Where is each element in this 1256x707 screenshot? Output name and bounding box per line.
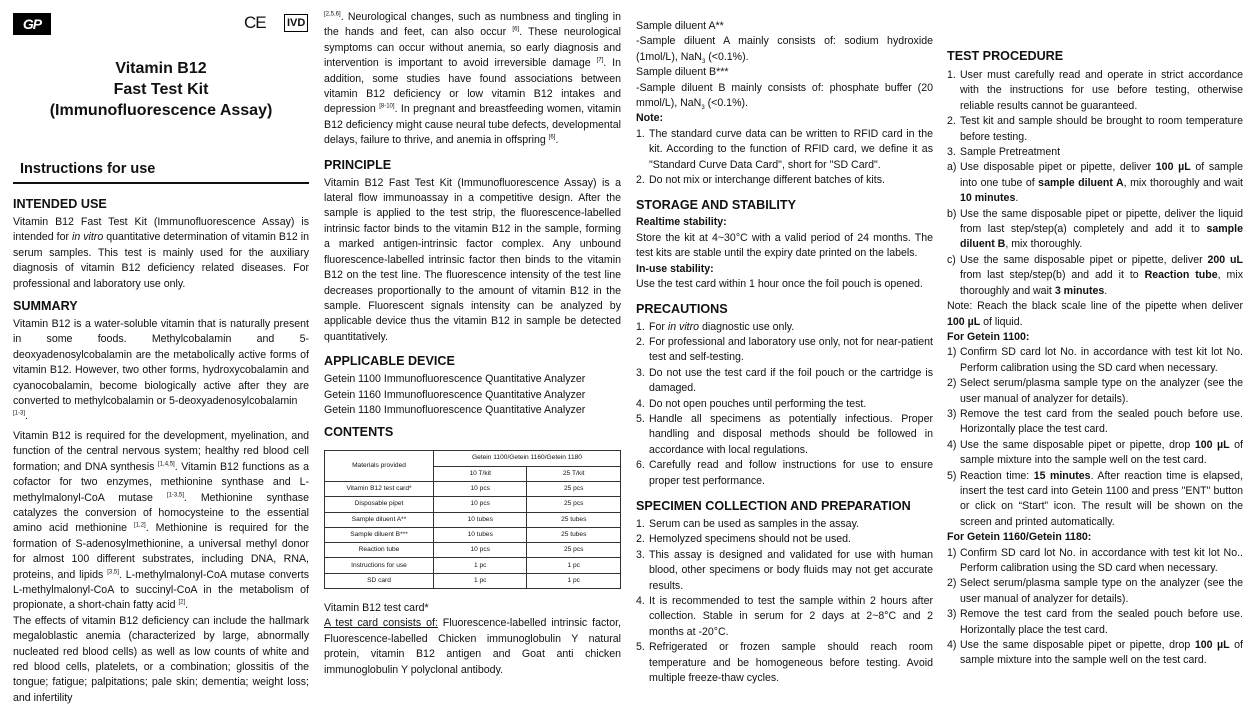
table-cell: Sample diluent A** — [325, 512, 434, 527]
list-text: User must carefully read and operate in strict accordance with the instructions for use before testing, otherwise reliable results cannot be guaranteed. — [960, 69, 1243, 112]
list-text: Do not mix or interchange different batches of kits. — [649, 174, 885, 187]
table-cell: 25 pcs — [527, 543, 621, 558]
specimen-heading: SPECIMEN COLLECTION AND PREPARATION — [636, 498, 911, 513]
list-number: 1) — [947, 546, 957, 559]
summary-paragraph-2 — [13, 429, 309, 614]
text-bold: 100 µL — [1194, 438, 1230, 451]
list-text: Sample Pretreatment — [960, 146, 1061, 159]
list-number: 5. — [636, 412, 645, 425]
list-text: Do not use the test card if the foil pouch or the cartridge is damaged. — [649, 366, 933, 395]
list-number: 4) — [947, 438, 957, 451]
text-bold: sample diluent B — [960, 223, 1243, 251]
procedure-item — [947, 68, 1243, 114]
note-item — [636, 173, 933, 188]
text: Vitamin B12 is required for the development, myelination, and function of the central nervous system; healthy red blood cell formation; and DNA synthesis — [13, 429, 309, 473]
list-text: Confirm SD card lot No. in accordance with test kit lot No.. Perform calibration using the SD card when necessary. — [960, 546, 1243, 574]
list-number: 4) — [947, 639, 957, 652]
list-number: a) — [947, 161, 957, 174]
text: Note: Reach the black scale line of the pipette when deliver — [947, 300, 1243, 313]
list-number: 3) — [947, 407, 957, 420]
inuse-stability-label: In-use stability: — [636, 262, 714, 275]
contents-heading: CONTENTS — [324, 425, 394, 440]
getein-1160-step — [947, 607, 1243, 638]
specimen-item — [636, 517, 933, 532]
text: Reaction time: — [960, 469, 1034, 482]
table-cell: 1 pc — [434, 573, 527, 588]
precautions-heading: PRECAUTIONS — [636, 301, 728, 316]
table-cell: 25 tubes — [527, 512, 621, 527]
list-text: Test kit and sample should be brought to room temperature before testing. — [960, 115, 1243, 143]
getein-1160-step — [947, 576, 1243, 607]
list-number: 3. — [636, 548, 645, 561]
text: . In pregnant and breastfeeding women, vitamin B12 deficiency might cause neural tube defects, developmental delays, failure to thrive, and anemia in offspring — [324, 103, 621, 147]
table-header-row — [325, 451, 621, 466]
text: Use the same disposable pipet or pipette, drop — [960, 639, 1195, 652]
text: , mix thoroughly and wait — [960, 269, 1243, 297]
table-cell: Vitamin B12 test card* — [325, 481, 434, 496]
text-bold: sample diluent A — [1038, 176, 1124, 189]
text: . After reaction time is elapsed, insert the test card into Getein 1100 and press "ENT" button or click on “Start” icon. The result will be shown on the screen and printed automatically. — [960, 469, 1243, 528]
table-cell: 10 pcs — [434, 543, 527, 558]
citation: [6] — [512, 26, 520, 33]
table-cell: 25 tubes — [527, 527, 621, 542]
getein-1100-step — [947, 469, 1243, 531]
principle-text: Vitamin B12 Fast Test Kit (Immunofluorescence Assay) is a lateral flow immunoassay in a competitive design. After the sample is applied to the test strip, the fluorescence-labelled intrinsic factor binds to the vitamin B12 in the sample, forming a marked antigen-intrinsic factor complex. Any unbound fluorescence-labelled intrinsic factor then binds to the vitamin B12 on the test line. The fluorescence intensity of the test line decreases proportionally to the amount of vitamin B12 in the sample. Fluorescent signals intensity can be analyzed by applicable device thus the vitamin B12 in sample be detected quantitatively. — [324, 176, 621, 343]
table-cell: Reaction tube — [325, 543, 434, 558]
storage-heading: STORAGE AND STABILITY — [636, 198, 796, 213]
text-italic: in vitro — [71, 231, 104, 244]
getein-1100-heading: For Getein 1100: — [947, 330, 1030, 343]
text: of sample mixture into the sample well on the test card. — [960, 639, 1243, 667]
precaution-item — [636, 335, 933, 366]
table-cell: 25 pcs — [527, 481, 621, 496]
list-number: 6. — [636, 459, 645, 472]
citation: [1-3,5] — [166, 491, 184, 498]
procedure-item — [947, 145, 1243, 160]
text: Vitamin B12 Fast Test Kit (Immunofluorescence Assay) is intended for — [13, 216, 309, 244]
list-number: 1. — [636, 320, 645, 333]
getein-1100-step — [947, 345, 1243, 376]
table-header-cell: Materials provided — [325, 451, 434, 482]
text: diagnostic use only. — [699, 320, 795, 333]
device-item: Getein 1160 Immunofluorescence Quantitative Analyzer — [324, 388, 586, 401]
note-label: Note: — [636, 112, 664, 125]
citation: [2] — [178, 599, 186, 606]
pretreatment-step-a — [947, 160, 1243, 206]
text: . These neurological symptoms can occur without anemia, so early diagnosis and intervention is important to avoid irreversible damage — [324, 26, 621, 70]
citation: [7] — [596, 57, 604, 64]
pretreatment-step-c — [947, 253, 1243, 299]
table-row — [325, 573, 621, 588]
realtime-stability-label: Realtime stability: — [636, 216, 727, 229]
table-row — [325, 497, 621, 512]
list-text: Carefully read and follow instructions for use to ensure proper test performance. — [649, 459, 933, 487]
text: of liquid. — [980, 315, 1023, 328]
list-number: 1. — [636, 127, 645, 140]
specimen-item — [636, 548, 933, 594]
list-number: 1) — [947, 346, 957, 359]
list-text: Confirm SD card lot No. in accordance with test kit lot No. Perform calibration using the SD card when necessary. — [960, 346, 1243, 374]
table-cell: 10 pcs — [434, 481, 527, 496]
table-cell: 10 tubes — [434, 512, 527, 527]
text-bold: 3 minutes — [1054, 284, 1105, 297]
table-cell: 1 pc — [434, 558, 527, 573]
diluent-b-title: Sample diluent B*** — [636, 66, 729, 79]
text: Fluorescence-labelled intrinsic factor, Fluorescence-labelled Chicken immunoglobulin Y natural protein, vitamin B12 antigen and Goat anti chicken immunoglobulin Y polyclonal antibody. — [324, 617, 621, 676]
precaution-item — [636, 320, 933, 335]
document-title — [13, 58, 309, 121]
list-number: 1. — [636, 517, 645, 530]
citation: [1,4,5] — [158, 461, 175, 468]
summary-paragraph-3 — [13, 614, 309, 706]
list-text: Serum can be used as samples in the assay. — [649, 517, 860, 530]
text: . Methionine synthase catalyzes the conversion of homocysteine to the essential amino acid methionine — [13, 491, 309, 535]
citation: [6] — [548, 134, 556, 141]
table-header-cell: 25 T/kit — [527, 466, 621, 481]
column-2 — [324, 0, 621, 707]
text: . Vitamin B12 functions as a cofactor for two enzymes, methionine synthase and L-methylmalonyl-CoA mutase — [13, 460, 309, 504]
table-cell: Disposable pipet — [325, 497, 434, 512]
table-cell: 1 pc — [527, 573, 621, 588]
list-number: b) — [947, 207, 957, 220]
table-cell: SD card — [325, 573, 434, 588]
list-number: 3. — [636, 366, 645, 379]
text: Use the same disposable pipet or pipette, deliver the liquid from last step/step(a) completely and add it to — [960, 207, 1243, 236]
text-bold: 15 minutes — [1033, 469, 1091, 482]
text-bold: Reaction tube — [1144, 269, 1218, 282]
summary-paragraph-1: Vitamin B12 is a water-soluble vitamin that is naturally present in some foods. Methylcobalamin and 5-deoxyadenosylcobalamin are the metabolically active forms of vitamin B12. However, two other forms, hydroxycobalamin and cyanocobalamin, become biologically active after they are converted to methylcobalamin or 5-deoxyadenosylcobalamin [1-3]. — [13, 318, 309, 423]
list-number: 2. — [636, 174, 645, 187]
list-text: Do not open pouches until performing the test. — [649, 397, 867, 410]
principle-heading: PRINCIPLE — [324, 157, 392, 172]
table-cell: Sample diluent B*** — [325, 527, 434, 542]
text: of sample into one tube of — [960, 161, 1243, 189]
table-row — [325, 512, 621, 527]
text-bold: 100 µL — [1155, 161, 1191, 174]
test-card-description — [324, 616, 621, 678]
text: . L-methylmalonyl-CoA mutase converts L-methylmalonyl-CoA to succinyl-CoA in the metabolism of propionate, a short-chain fatty acid — [13, 568, 309, 612]
list-number: 4. — [636, 397, 645, 410]
citation: [8-10] — [379, 103, 395, 110]
pretreatment-step-b — [947, 207, 1243, 253]
intended-use-text — [13, 215, 309, 292]
list-text: Handle all specimens as potentially infectious. Proper handling and disposal methods should be followed in accordance with local regulations. — [649, 412, 933, 456]
text: . Neurological changes, such as numbness and tingling in the hands and feet, can also occur — [324, 11, 621, 39]
test-card-title: Vitamin B12 test card* — [324, 602, 429, 615]
contents-table — [324, 450, 621, 589]
table-cell: 10 tubes — [434, 527, 527, 542]
title-line: Fast Test Kit — [113, 81, 209, 98]
list-number: 3. — [947, 146, 956, 159]
table-cell: Instructions for use — [325, 558, 434, 573]
list-text: Select serum/plasma sample type on the analyzer (see the user manual of analyzer for details). — [960, 577, 1243, 605]
table-row — [325, 481, 621, 496]
table-row — [325, 558, 621, 573]
procedure-item — [947, 114, 1243, 145]
list-number: 2) — [947, 577, 957, 590]
text: -Sample diluent A mainly consists of: sodium hydroxide (1mol/L), NaN — [636, 35, 933, 63]
precaution-item — [636, 412, 933, 458]
summary-paragraph-3-continued — [324, 10, 621, 149]
column-1 — [13, 196, 309, 707]
device-item: Getein 1100 Immunofluorescence Quantitative Analyzer — [324, 373, 586, 386]
text: Use the same disposable pipet or pipette, drop — [960, 438, 1195, 451]
text: -Sample diluent B mainly consists of: phosphate buffer (20 mmol/L), NaN — [636, 81, 933, 110]
applicable-device-heading: APPLICABLE DEVICE — [324, 354, 455, 369]
list-text: Remove the test card from the sealed pouch before use. Horizontally place the test card. — [960, 608, 1243, 636]
diluent-a-text — [636, 34, 933, 65]
pipette-note — [947, 299, 1243, 330]
list-text: Refrigerated or frozen sample should reach room temperature and be homogeneous before testing. Avoid multiple freeze-thaw cycles. — [649, 641, 933, 685]
realtime-stability-text: Store the kit at 4~30°C with a valid period of 24 months. The test kits are stable until the expiry date printed on the labels. — [636, 231, 933, 260]
list-number: 5. — [636, 641, 645, 654]
table-cell: 25 pcs — [527, 497, 621, 512]
text-italic: in vitro — [667, 320, 700, 333]
list-number: 4. — [636, 595, 645, 607]
divider — [13, 182, 309, 184]
text: . — [1104, 284, 1108, 297]
subscript: 3 — [701, 105, 705, 112]
subscript: 3 — [701, 58, 706, 65]
list-text: This assay is designed and validated for use with human blood, other specimens or body fluids may not get accurate results. — [649, 548, 933, 592]
list-text: Select serum/plasma sample type on the analyzer (see the user manual of analyzer for details). — [960, 377, 1243, 405]
summary-heading: SUMMARY — [13, 299, 78, 314]
text-bold: 100 µL — [1194, 639, 1230, 652]
list-number: 2. — [947, 115, 956, 128]
text-bold: 10 minutes — [960, 192, 1016, 205]
getein-1100-step — [947, 407, 1243, 438]
list-number: c) — [947, 253, 956, 266]
text: quantitative determination of vitamin B12 in serum samples. This test is mainly used for the auxiliary diagnosis of vitamin B12 deficiency related diseases. For professional and laboratory use only. — [13, 231, 309, 290]
list-text: Hemolyzed specimens should not be used. — [649, 533, 851, 546]
test-procedure-heading: TEST PROCEDURE — [947, 49, 1064, 63]
text: (<0.1%). — [705, 50, 749, 63]
specimen-item — [636, 532, 933, 547]
table-cell: 10 pcs — [434, 497, 527, 512]
text-underlined: A test card consists of: — [324, 617, 438, 630]
text: . — [185, 599, 189, 612]
precaution-item — [636, 397, 933, 412]
device-list — [324, 372, 621, 418]
getein-1160-1180-heading: For Getein 1160/Getein 1180: — [947, 531, 1092, 544]
citation: [1-3] — [13, 410, 26, 417]
list-number: 5) — [947, 469, 957, 482]
text: . — [1015, 192, 1019, 205]
text: Use disposable pipet or pipette, deliver — [960, 161, 1156, 174]
precaution-item — [636, 366, 933, 397]
diluent-b-text — [636, 81, 933, 112]
text: from last step/step(b) and add it to — [960, 269, 1145, 282]
getein-1160-step — [947, 546, 1243, 577]
list-text: The standard curve data can be written to RFID card in the kit. According to the function of RFID card, we define it as "Standard Curve Data Card", short for "SD Card". — [649, 127, 933, 171]
text: For — [649, 320, 668, 333]
text: Use the same disposable pipet or pipette, deliver — [960, 253, 1208, 266]
inuse-stability-text: Use the test card within 1 hour once the foil pouch is opened. — [636, 278, 923, 291]
text: . — [555, 134, 559, 147]
getein-1100-step — [947, 376, 1243, 407]
specimen-item — [636, 594, 933, 640]
citation: [1,2] — [134, 522, 146, 529]
list-number: 2. — [636, 533, 645, 546]
column-4 — [947, 0, 1243, 707]
title-line: Vitamin B12 — [115, 60, 207, 77]
text: of sample mixture into the sample well on the test card. — [960, 438, 1243, 467]
list-number: 3) — [947, 608, 957, 621]
table-header-cell: 10 T/kit — [434, 466, 527, 481]
column-3 — [636, 0, 933, 707]
list-text: For professional and laboratory use only, not for near-patient test and self-testing. — [649, 335, 933, 364]
ivd-mark-icon: IVD — [284, 14, 308, 32]
list-number: 2. — [636, 335, 645, 348]
text: (<0.1%). — [704, 97, 748, 110]
table-row — [325, 543, 621, 558]
text: The effects of vitamin B12 deficiency can include the hallmark megaloblastic anemia (characterized by large, abnormally nucleated red blood cells) as well as low counts of white and red blood cells, platelets, or a combination; glossitis of the tongue; fatigue; palpitations; pale skin; dementia; weight loss; and infertility — [13, 614, 309, 704]
gp-logo: GP — [13, 13, 51, 35]
text: . In addition, some studies have found associations between vitamin B12 deficiency or low vitamin B12 intakes and depression — [324, 57, 621, 116]
text: Vitamin B12 is a water-soluble vitamin that is naturally present in some foods. Methylcobalamin and 5-deoxyadenosylcobalamin are the metabolically active forms of vitamin B12. However, two other forms, hydroxycobalamin and cyanocobalamin, become biologically active after they are converted to methylcobalamin or 5-deoxyadenosylcobalamin — [13, 318, 309, 408]
text-bold: 200 uL — [1207, 253, 1243, 266]
table-header-cell: Getein 1100/Getein 1160/Getein 1180 — [434, 451, 621, 466]
citation: [2,5,6] — [324, 11, 341, 18]
title-line: (Immunofluorescence Assay) — [49, 102, 273, 119]
getein-1100-step — [947, 438, 1243, 469]
text: , mix thoroughly and wait — [1123, 176, 1243, 189]
text-bold: 100 µL — [947, 315, 981, 328]
getein-1160-step — [947, 638, 1243, 669]
list-number: 2) — [947, 377, 957, 390]
ce-mark-icon: CE — [244, 13, 266, 32]
list-text: It is recommended to test the sample within 2 hours after collection. Stable in serum for 2 days at 2~8°C and 2 months at -20°C. — [649, 595, 933, 638]
list-number: 1. — [947, 69, 956, 81]
text: , mix thoroughly. — [1005, 238, 1083, 251]
diluent-a-title: Sample diluent A** — [636, 20, 724, 32]
list-text: Remove the test card from the sealed pouch before use. Horizontally place the test card. — [960, 407, 1243, 436]
instructions-for-use-heading: Instructions for use — [20, 161, 156, 177]
table-row — [325, 527, 621, 542]
note-item — [636, 127, 933, 173]
intended-use-heading: INTENDED USE — [13, 197, 107, 211]
device-item: Getein 1180 Immunofluorescence Quantitative Analyzer — [324, 403, 586, 416]
citation: [3,5] — [107, 569, 119, 575]
precaution-item — [636, 458, 933, 489]
text: . Methionine is required for the formation of S-adenosylmethionine, a universal methyl donor for almost 100 different substrates, including DNA, RNA, proteins, and lipids — [13, 522, 309, 581]
specimen-item — [636, 640, 933, 686]
table-cell: 1 pc — [527, 558, 621, 573]
